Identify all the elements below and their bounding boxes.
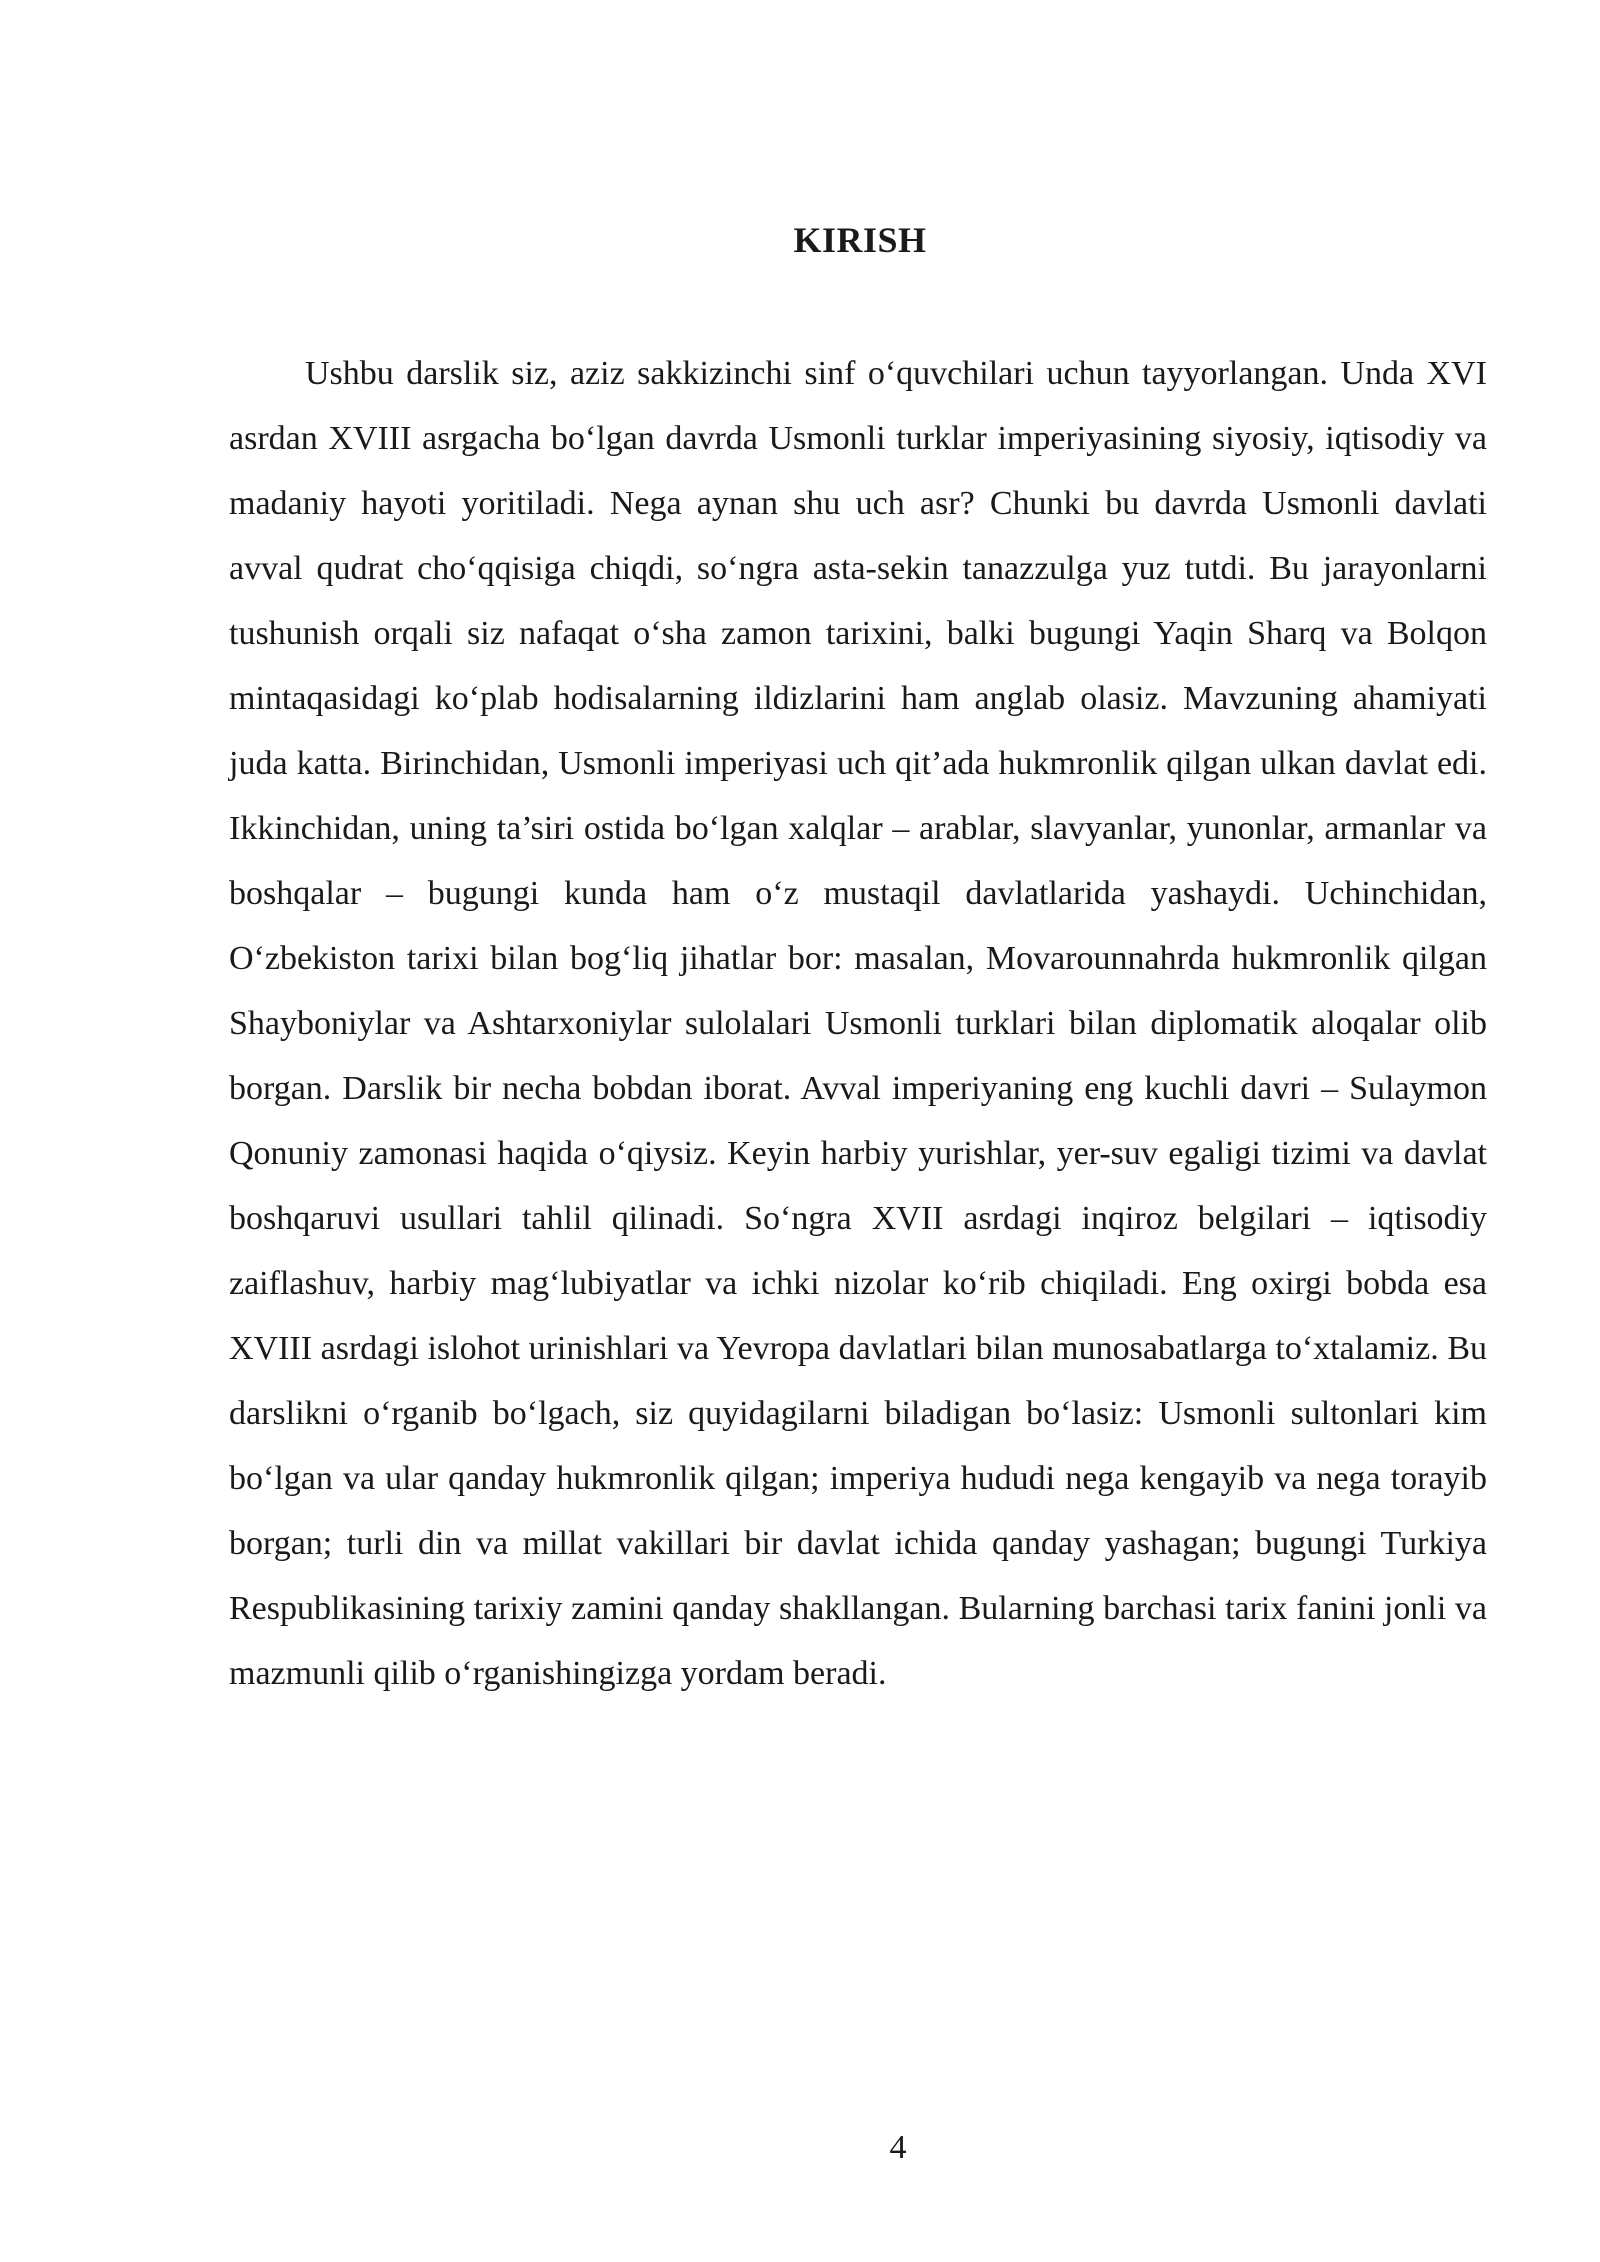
page-heading: KIRISH: [793, 220, 927, 260]
intro-paragraph: Ushbu darslik siz, aziz sakkizinchi sinf o‘quvchilari uchun tayyorlangan. Unda XVI asrdan XVIII asrgacha bo‘lgan davrda Usmonli turklar imperiyasining siyosiy, iqtisodiy va madaniy hayoti yoritiladi. Nega aynan shu uch asr? Chunki bu davrda Usmonli davlati avval qudrat cho‘qqisiga chiqdi, so‘ngra asta-sekin tanazzulga yuz tutdi. Bu jarayonlarni tushunish orqali siz nafaqat o‘sha zamon tarixini, balki bugungi Yaqin Sharq va Bolqon mintaqasidagi ko‘plab hodisalarning ildizlarini ham anglab olasiz. Mavzuning ahamiyati juda katta. Birinchidan, Usmonli imperiyasi uch qit’ada hukmronlik qilgan ulkan davlat edi. Ikkinchidan, uning ta’siri ostida bo‘lgan xalqlar – arablar, slavyanlar, yunonlar, armanlar va boshqalar – bugungi kunda ham o‘z mustaqil davlatlarida yashaydi. Uchinchidan, O‘zbekiston tarixi bilan bog‘liq jihatlar bor: masalan, Movarounnahrda hukmronlik qilgan Shayboniylar va Ashtarxoniylar sulolalari Usmonli turklari bilan diplomatik aloqalar olib borgan. Darslik bir necha bobdan iborat. Avval imperiyaning eng kuchli davri – Sulaymon Qonuniy zamonasi haqida o‘qiysiz. Keyin harbiy yurishlar, yer-suv egaligi tizimi va davlat boshqaruvi usullari tahlil qilinadi. So‘ngra XVII asrdagi inqiroz belgilari – iqtisodiy zaiflashuv, harbiy mag‘lubiyatlar va ichki nizolar ko‘rib chiqiladi. Eng oxirgi bobda esa XVIII asrdagi islohot urinishlari va Yevropa davlatlari bilan munosabatlarga to‘xtalamiz. Bu darslikni o‘rganib bo‘lgach, siz quyidagilarni biladigan bo‘lasiz: Usmonli sultonlari kim bo‘lgan va ular qanday hukmronlik qilgan; imperiya hududi nega kengayib va nega torayib borgan; turli din va millat vakillari bir davlat ichida qanday yashagan; bugungi Turkiya Respublikasining tarixiy zamini qanday shakllangan. Bularning barchasi tarix fanini jonli va mazmunli qilib o‘rganishingizga yordam beradi.: [229, 355, 1487, 1692]
page-number: 4: [889, 2129, 907, 2166]
